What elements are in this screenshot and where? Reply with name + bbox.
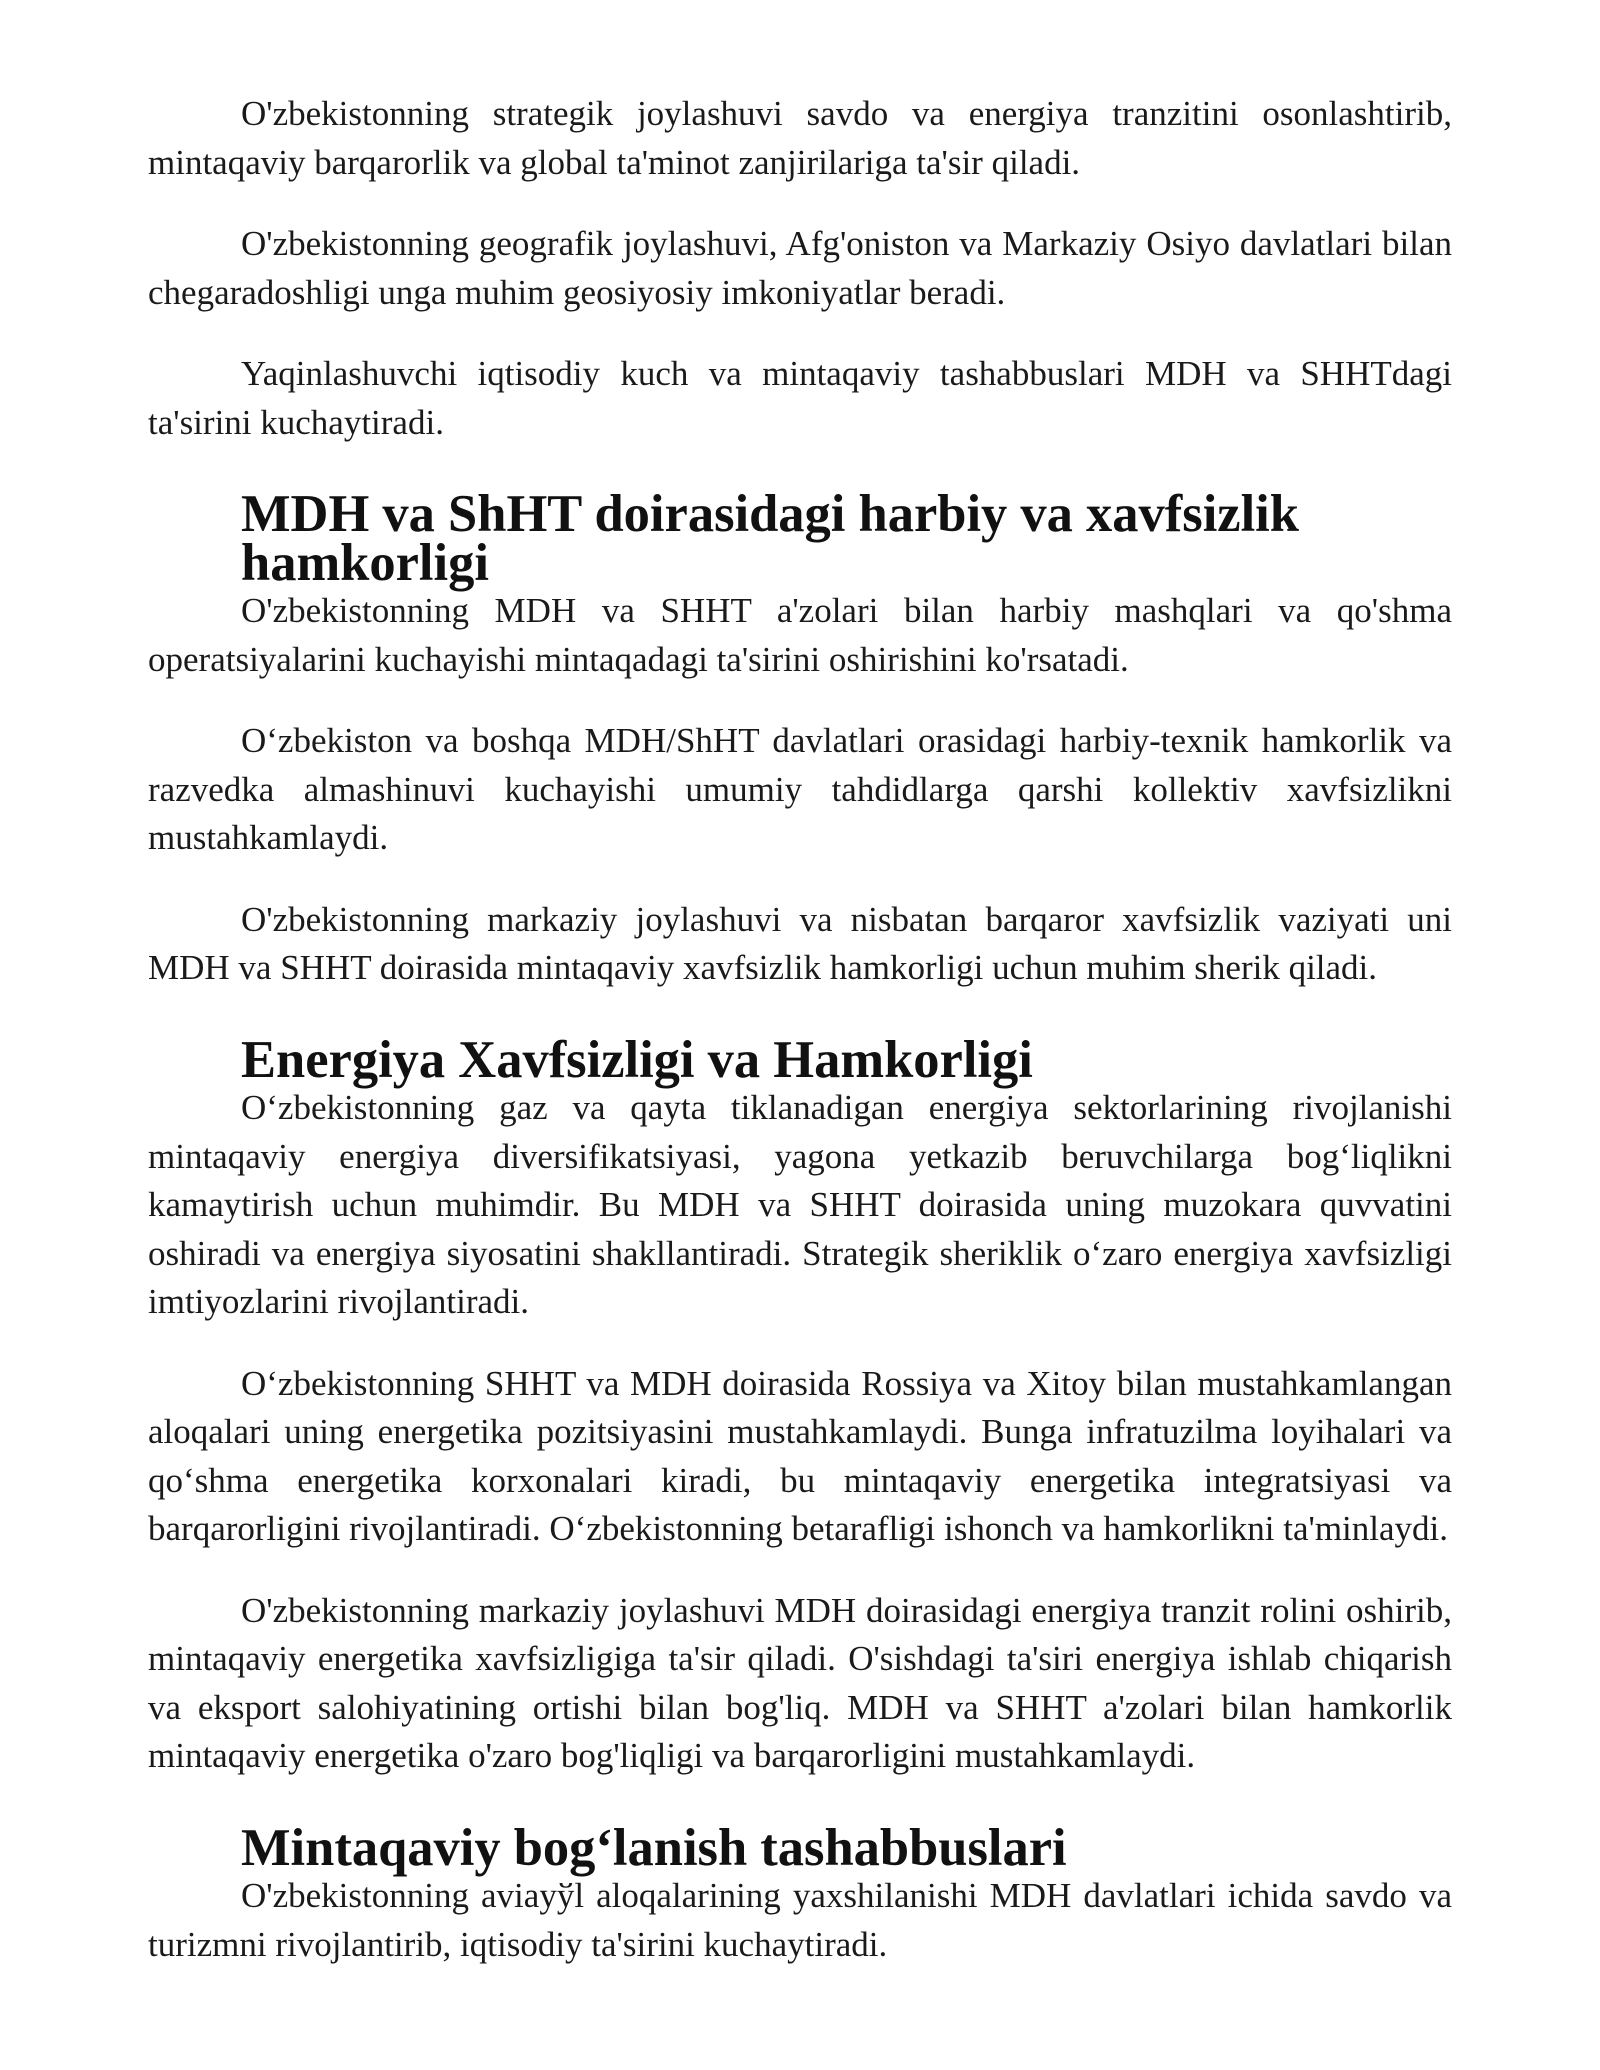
paragraph: O‘zbekistonning SHHT va MDH doirasida Rossiya va Xitoy bilan mustahkamlangan aloqalari uning energetika pozitsiyasini mustahkamlaydi. Bunga infratuzilma loyihalari va qo‘shma energetika korxonalari kiradi, bu mintaqaviy energetika integratsiyasi va barqarorligini rivojlantiradi. O‘zbekistonning betarafligi ishonch va hamkorlikni ta'minlaydi. [148,1363,1452,1548]
paragraph: O‘zbekistonning gaz va qayta tiklanadigan energiya sektorlarining rivojlanishi mintaqaviy energiya diversifikatsiyasi, yagona yetkazib beruvchilarga bog‘liqlikni kamaytirish uchun muhimdir. Bu MDH va SHHT doirasida uning muzokara quvvatini oshiradi va energiya siyosatini shakllantiradi. Strategik sheriklik o‘zaro energiya xavfsizligi imtiyozlarini rivojlantiradi. [148,1088,1452,1321]
paragraph: Yaqinlashuvchi iqtisodiy kuch va mintaqaviy tashabbuslari MDH va SHHTdagi ta'sirini kuchaytiradi. [148,354,1452,442]
document-page [148,90,1452,1969]
paragraph: O'zbekistonning geografik joylashuvi, Afg'oniston va Markaziy Osiyo davlatlari bilan chegaradoshligi unga muhim geosiyosiy imkoniyatlar beradi. [148,224,1452,312]
paragraph: O'zbekistonning markaziy joylashuvi va nisbatan barqaror xavfsizlik vaziyati uni MDH va SHHT doirasida mintaqaviy xavfsizlik hamkorligi uchun muhim sherik qiladi. [148,899,1452,987]
section-heading: Mintaqaviy bog‘lanish tashabbuslari [241,1818,1067,1877]
paragraph: O‘zbekiston va boshqa MDH/ShHT davlatlari orasidagi harbiy-texnik hamkorlik va razvedka almashinuvi kuchayishi umumiy tahdidlarga qarshi kollektiv xavfsizlikni mustahkamlaydi. [148,721,1452,857]
paragraph: O'zbekistonning markaziy joylashuvi MDH doirasidagi energiya tranzit rolini oshirib, mintaqaviy energetika xavfsizligiga ta'sir qiladi. O'sishdagi ta'siri energiya ishlab chiqarish va eksport salohiyatining ortishi bilan bog'liq. MDH va SHHT a'zolari bilan hamkorlik mintaqaviy energetika o'zaro bog'liqligi va barqarorligini mustahkamlaydi. [148,1590,1452,1775]
paragraph: O'zbekistonning aviayўl aloqalarining yaxshilanishi MDH davlatlari ichida savdo va turizmni rivojlantirib, iqtisodiy ta'sirini kuchaytiradi. [148,1876,1452,1964]
paragraph: O'zbekistonning MDH va SHHT a'zolari bilan harbiy mashqlari va qo'shma operatsiyalarini kuchayishi mintaqadagi ta'sirini oshirishini ko'rsatadi. [148,591,1452,679]
section-heading: Energiya Xavfsizligi va Hamkorligi [241,1030,1033,1089]
section-heading: MDH va ShHT doirasidagi harbiy va xavfsizlik hamkorligi [241,485,1299,592]
paragraph: O'zbekistonning strategik joylashuvi savdo va energiya tranzitini osonlashtirib, mintaqaviy barqarorlik va global ta'minot zanjirilariga ta'sir qiladi. [148,94,1452,182]
